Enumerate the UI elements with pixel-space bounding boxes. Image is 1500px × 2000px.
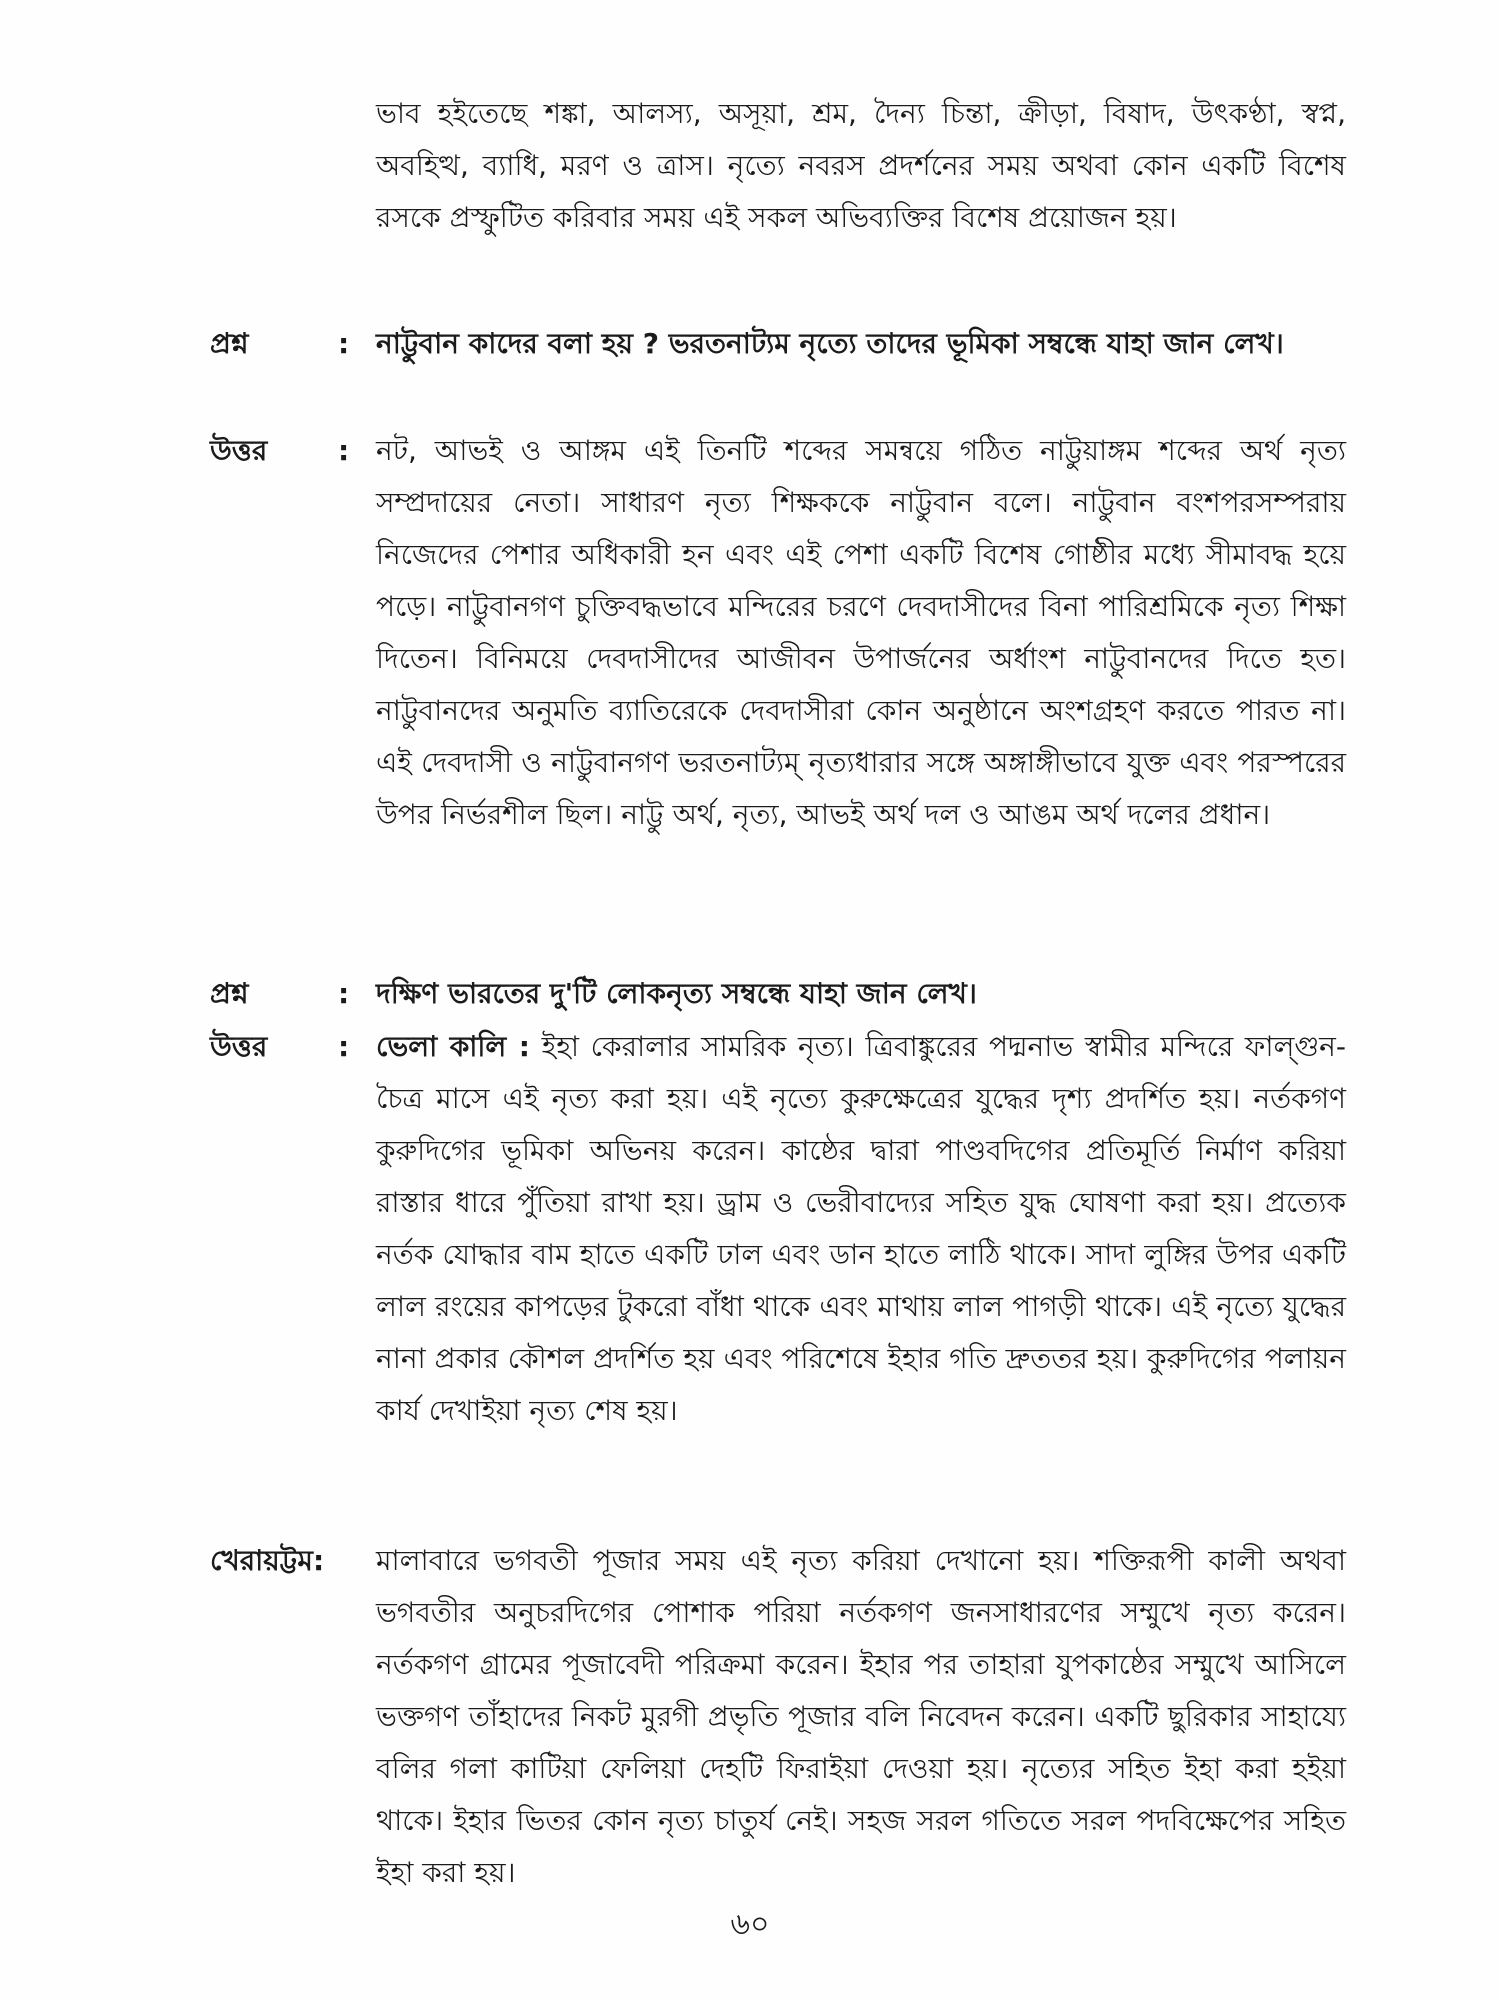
answer-label: উত্তর <box>210 434 268 467</box>
label-colon: : <box>338 1030 350 1063</box>
question-text: দক্ষিণ ভারতের দু'টি লোকনৃত্য সম্বন্ধে যাহা জান লেখ। <box>376 977 977 1010</box>
answer-text <box>376 1021 1346 1437</box>
question-text: নাট্টুবান কাদের বলা হয় ? ভরতনাট্যম নৃত্যে তাদের ভূমিকা সম্বন্ধে যাহা জান লেখ। <box>376 327 1284 360</box>
dance-name-vela-kali: ভেলা কালি : <box>376 1030 530 1063</box>
question-label: প্রশ্ন <box>210 977 249 1010</box>
label-colon: : <box>338 327 350 360</box>
dance-name-label: খেরায়ট্টম: <box>210 1544 325 1577</box>
label-colon: : <box>338 977 350 1010</box>
dance-description-kherai: মালাবারে ভগবতী পূজার সময় এই নৃত্য করিয়া দেখানো হয়। শক্তিরূপী কালী অথবা ভগবতীর অনুচরদিগের পোশাক পরিয়া নর্তকগণ জনসাধারণের সম্মুখে নৃত্য করেন। নর্তকগণ গ্রামের পূজাবেদী পরিক্রমা করেন। ইহার পর তাহারা যুপকাষ্ঠের সম্মুখে আসিলে ভক্তগণ তাঁহাদের নিকট মুরগী প্রভৃতি পূজার বলি নিবেদন করেন। একটি ছুরিকার সাহায্যে বলির গলা কাটিয়া ফেলিয়া দেহটি ফিরাইয়া দেওয়া হয়। নৃত্যের সহিত ইহা করা হইয়া থাকে। ইহার ভিতর কোন নৃত্য চাতুর্য নেই। সহজ সরল গতিতে সরল পদবিক্ষেপের সহিত ইহা করা হয়। <box>376 1544 1346 1889</box>
label-colon: : <box>338 434 350 467</box>
answer-label: উত্তর <box>210 1030 268 1063</box>
dance-description: ইহা কেরালার সামরিক নৃত্য। ত্রিবাঙ্কুরের পদ্মনাভ স্বামীর মন্দিরে ফাল্গুন-চৈত্র মাসে এই নৃত্য করা হয়। এই নৃত্যে কুরুক্ষেত্রের যুদ্ধের দৃশ্য প্রদর্শিত হয়। নর্তকগণ কুরুদিগের ভূমিকা অভিনয় করেন। কাষ্ঠের দ্বারা পাণ্ডবদিগের প্রতিমূর্তি নির্মাণ করিয়া রাস্তার ধারে পুঁতিয়া রাখা হয়। ড্রাম ও ভেরীবাদ্যের সহিত যুদ্ধ ঘোষণা করা হয়। প্রত্যেক নর্তক যোদ্ধার বাম হাতে একটি ঢাল এবং ডান হাতে লাঠি থাকে। সাদা লুঙ্গির উপর একটি লাল রংয়ের কাপড়ের টুকরো বাঁধা থাকে এবং মাথায় লাল পাগড়ী থাকে। এই নৃত্যে যুদ্ধের নানা প্রকার কৌশল প্রদর্শিত হয় এবং পরিশেষে ইহার গতি দ্রুততর হয়। কুরুদিগের পলায়ন কার্য দেখাইয়া নৃত্য শেষ হয়। <box>376 1030 1347 1427</box>
answer-text: নট, আভই ও আঙ্গম এই তিনটি শব্দের সমন্বয়ে গঠিত নাট্টুয়াঙ্গম শব্দের অর্থ নৃত্য সম্প্রদায়ের নেতা। সাধারণ নৃত্য শিক্ষককে নাট্টুবান বলে। নাট্টুবান বংশপরসম্পরায় নিজেদের পেশার অধিকারী হন এবং এই পেশা একটি বিশেষ গোষ্ঠীর মধ্যে সীমাবদ্ধ হয়ে পড়ে। নাট্টুবানগণ চুক্তিবদ্ধভাবে মন্দিরের চরণে দেবদাসীদের বিনা পারিশ্রমিকে নৃত্য শিক্ষা দিতেন। বিনিময়ে দেবদাসীদের আজীবন উপার্জনের অর্ধাংশ নাট্টুবানদের দিতে হত। নাট্টুবানদের অনুমতি ব্যাতিরেকে দেবদাসীরা কোন অনুষ্ঠানে অংশগ্রহণ করতে পারত না। এই দেবদাসী ও নাট্টুবানগণ ভরতনাট্যম্ নৃত্যধারার সঙ্গে অঙ্গাঙ্গীভাবে যুক্ত এবং পরস্পরের উপর নির্ভরশীল ছিল। নাট্টু অর্থ, নৃত্য, আভই অর্থ দল ও আঙম অর্থ দলের প্রধান। <box>376 434 1346 831</box>
page-number: ৬০ <box>730 1907 770 1942</box>
question-label: প্রশ্ন <box>210 327 249 360</box>
continuation-paragraph: ভাব হইতেছে শঙ্কা, আলস্য, অসূয়া, শ্রম, দৈন্য চিন্তা, ক্রীড়া, বিষাদ, উৎকণ্ঠা, স্বপ্ন, অবহিত্থ, ব্যাধি, মরণ ও ত্রাস। নৃত্যে নবরস প্রদর্শনের সময় অথবা কোন একটি বিশেষ রসকে প্রস্ফুটিত করিবার সময় এই সকল অভিব্যক্তির বিশেষ প্রয়োজন হয়। <box>376 97 1346 234</box>
